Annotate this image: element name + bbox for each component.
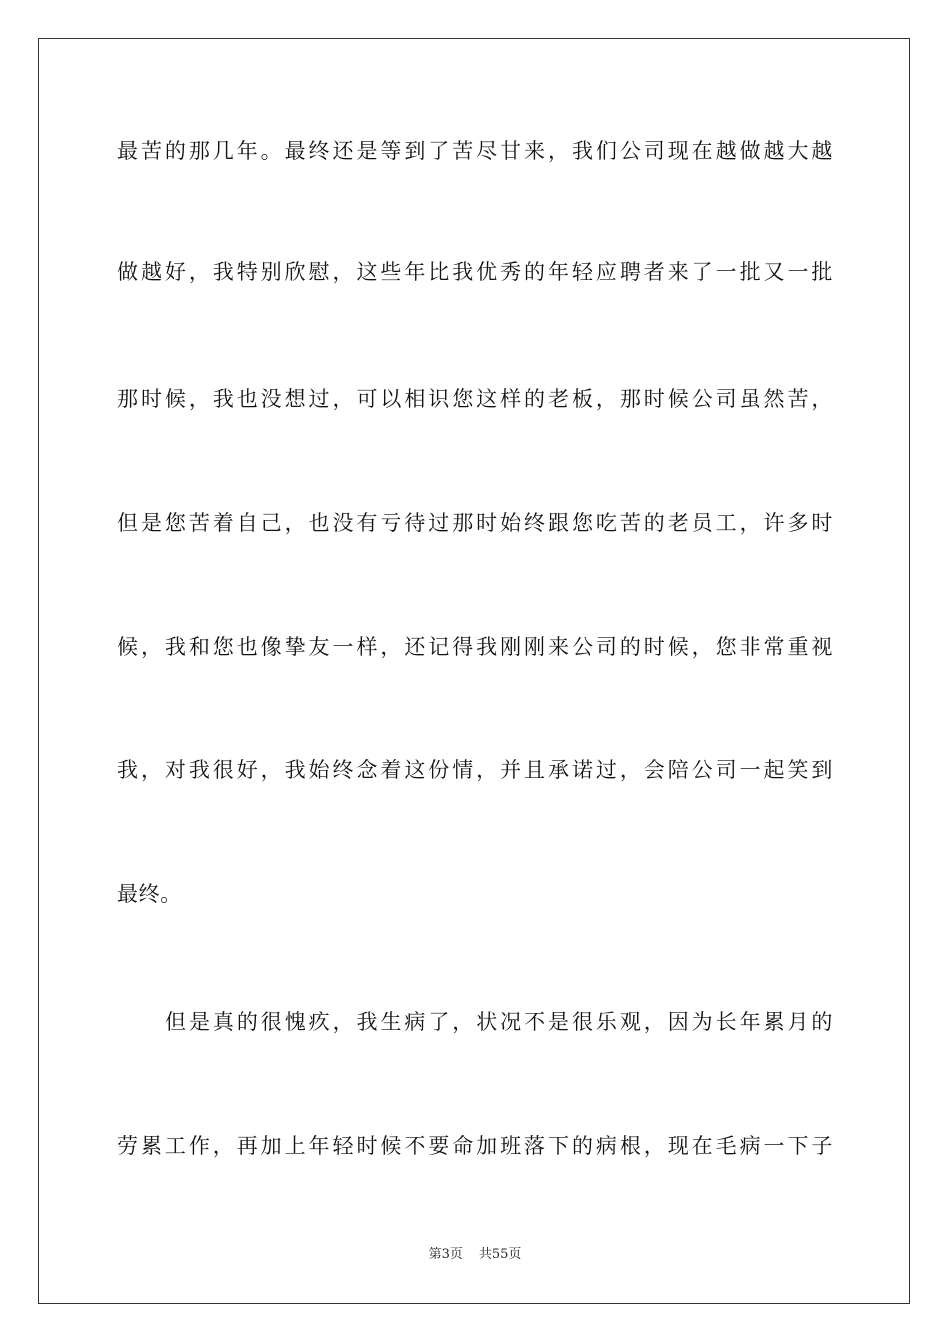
body-line-5: 候，我和您也像挚友一样，还记得我刚刚来公司的时候，您非常重视 xyxy=(117,635,833,659)
page-number-total: 共55页 xyxy=(478,1247,522,1262)
body-line-4: 但是您苦着自己，也没有亏待过那时始终跟您吃苦的老员工，许多时 xyxy=(117,511,833,535)
body-line-2: 做越好，我特别欣慰，这些年比我优秀的年轻应聘者来了一批又一批 xyxy=(117,260,833,284)
body-line-6: 我，对我很好，我始终念着这份情，并且承诺过，会陪公司一起笑到 xyxy=(117,758,833,782)
body-line-9: 劳累工作，再加上年轻时候不要命加班落下的病根，现在毛病一下子 xyxy=(117,1134,833,1158)
page-footer xyxy=(0,1246,950,1264)
body-line-3: 那时候，我也没想过，可以相识您这样的老板，那时候公司虽然苦， xyxy=(117,387,833,411)
body-line-8-paragraph-start: 但是真的很愧疚，我生病了，状况不是很乐观，因为长年累月的 xyxy=(165,1010,833,1034)
body-line-1: 最苦的那几年。最终还是等到了苦尽甘来，我们公司现在越做越大越 xyxy=(117,139,833,163)
body-line-7: 最终。 xyxy=(117,882,182,906)
page-border xyxy=(38,38,910,1304)
page-number-current: 第3页 xyxy=(428,1247,463,1262)
